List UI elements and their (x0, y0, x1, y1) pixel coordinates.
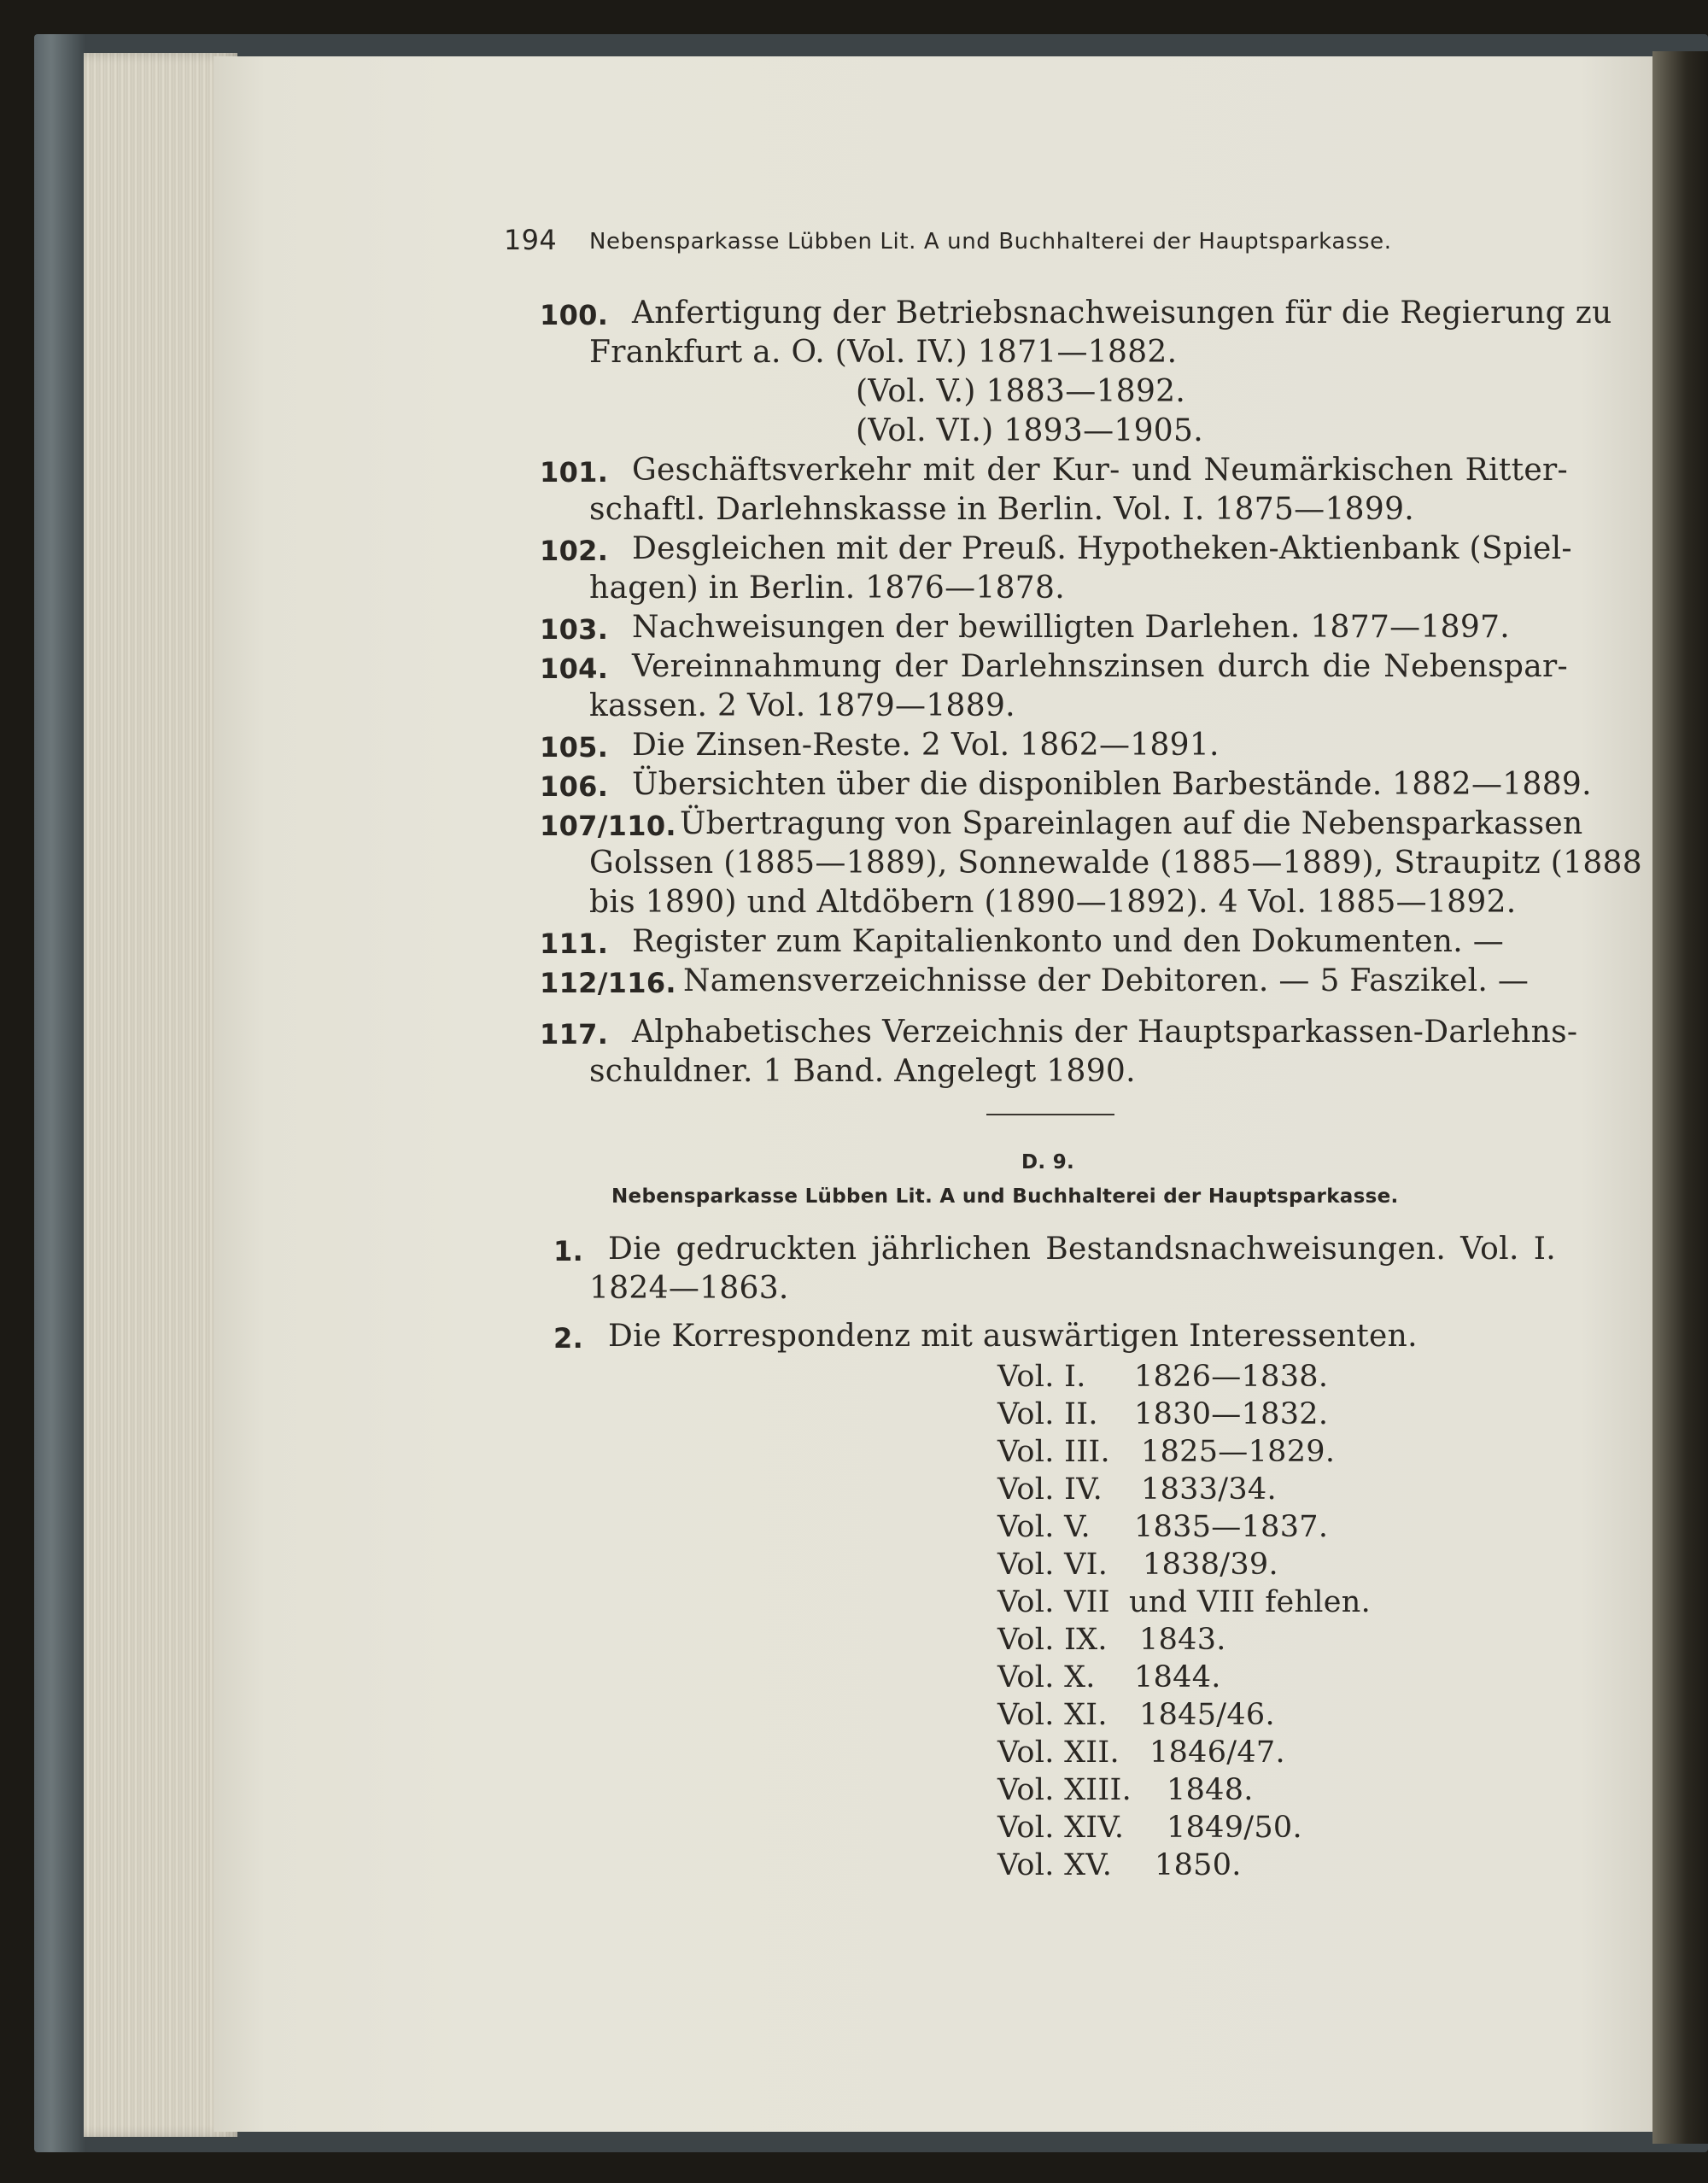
entry-text: Übertragung von Spareinlagen auf die Nebensparkassen (680, 806, 1583, 841)
entry-text: 1824—1863. (589, 1271, 789, 1306)
entry-number: 112/116. (540, 967, 676, 999)
entry-text: (Vol. VI.) 1893—1905. (856, 413, 1203, 448)
volume-label: Vol. II. (997, 1397, 1098, 1431)
volume-years: 1844. (1134, 1660, 1221, 1694)
volume-label: Vol. XIV. (997, 1811, 1125, 1845)
volume-years: 1826—1838. (1134, 1360, 1329, 1394)
volume-years: 1846/47. (1149, 1735, 1285, 1770)
entry-text: schuldner. 1 Band. Angelegt 1890. (589, 1054, 1136, 1089)
entry-text: Übersichten über die disponiblen Barbestände. 1882—1889. (632, 767, 1592, 802)
entry-text: schaftl. Darlehnskasse in Berlin. Vol. I. 1875—1899. (589, 492, 1415, 527)
entry-text: Alphabetisches Verzeichnis der Hauptsparkassen-Darlehns- (632, 1015, 1578, 1050)
entry-number: 100. (540, 299, 609, 331)
volume-label: Vol. X. (997, 1660, 1096, 1694)
volume-label: Vol. IV. (997, 1472, 1103, 1507)
section-title: Nebensparkasse Lübben Lit. A und Buchhalterei der Hauptsparkasse. (611, 1185, 1399, 1208)
entry-number: 106. (540, 770, 609, 803)
volume-label: Vol. IX. (997, 1623, 1108, 1657)
volume-label: Vol. VII (997, 1585, 1110, 1619)
volume-years: 1843. (1139, 1623, 1226, 1657)
entry-text: (Vol. V.) 1883—1892. (856, 374, 1186, 409)
entry-text: Vereinnahmung der Darlehnszinsen durch die Nebenspar- (632, 649, 1568, 684)
volume-label: Vol. VI. (997, 1548, 1108, 1582)
entry-text: kassen. 2 Vol. 1879—1889. (589, 688, 1015, 723)
volume-years: und VIII fehlen. (1129, 1585, 1372, 1619)
entry-number: 2. (553, 1322, 584, 1355)
entry-text: Die Zinsen-Reste. 2 Vol. 1862—1891. (632, 728, 1220, 763)
volume-years: 1838/39. (1143, 1548, 1278, 1582)
volume-years: 1835—1837. (1134, 1510, 1329, 1544)
entry-text: hagen) in Berlin. 1876—1878. (589, 571, 1065, 606)
entry-text: Frankfurt a. O. (Vol. IV.) 1871—1882. (589, 335, 1178, 370)
volume-label: Vol. XI. (997, 1698, 1108, 1732)
volume-label: Vol. XII. (997, 1735, 1120, 1770)
section-code: D. 9. (1021, 1151, 1075, 1173)
volume-years: 1825—1829. (1141, 1435, 1336, 1469)
entry-text: Die gedruckten jährlichen Bestandsnachweisungen. Vol. I. (608, 1232, 1556, 1267)
entry-text: Desgleichen mit der Preuß. Hypotheken-Aktienbank (Spiel- (632, 531, 1572, 566)
volume-label: Vol. I. (997, 1360, 1086, 1394)
volume-label: Vol. V. (997, 1510, 1091, 1544)
entry-text: Namensverzeichnisse der Debitoren. — 5 Faszikel. — (683, 963, 1530, 998)
volume-years: 1849/50. (1167, 1811, 1302, 1845)
entry-number: 117. (540, 1018, 609, 1051)
entry-number: 107/110. (540, 810, 676, 842)
entry-text: Geschäftsverkehr mit der Kur- und Neumärkischen Ritter- (632, 453, 1568, 488)
entry-number: 105. (540, 731, 609, 764)
entry-number: 102. (540, 535, 609, 567)
entry-text: Golssen (1885—1889), Sonnewalde (1885—1889), Straupitz (1888 (589, 846, 1642, 881)
volume-years: 1845/46. (1139, 1698, 1275, 1732)
entry-number: 111. (540, 928, 609, 960)
entry-number: 103. (540, 613, 609, 646)
page-number: 194 (504, 224, 557, 256)
volume-years: 1850. (1155, 1848, 1242, 1882)
entry-text: Die Korrespondenz mit auswärtigen Interessenten. (608, 1319, 1418, 1354)
entry-text: Nachweisungen der bewilligten Darlehen. 1877—1897. (632, 610, 1511, 645)
entry-text: Anfertigung der Betriebsnachweisungen für die Regierung zu (632, 296, 1612, 331)
volume-years: 1830—1832. (1134, 1397, 1329, 1431)
volume-label: Vol. III. (997, 1435, 1110, 1469)
section-divider (986, 1114, 1114, 1115)
entry-number: 104. (540, 653, 609, 685)
volume-years: 1848. (1167, 1773, 1254, 1807)
volume-label: Vol. XIII. (997, 1773, 1132, 1807)
entry-text: bis 1890) und Altdöbern (1890—1892). 4 Vol. 1885—1892. (589, 885, 1517, 920)
entry-number: 1. (553, 1235, 584, 1267)
entry-number: 101. (540, 456, 609, 489)
volume-years: 1833/34. (1141, 1472, 1277, 1507)
running-title: Nebensparkasse Lübben Lit. A und Buchhalterei der Hauptsparkasse. (589, 229, 1392, 255)
volume-label: Vol. XV. (997, 1848, 1113, 1882)
entry-text: Register zum Kapitalienkonto und den Dokumenten. — (632, 924, 1505, 959)
